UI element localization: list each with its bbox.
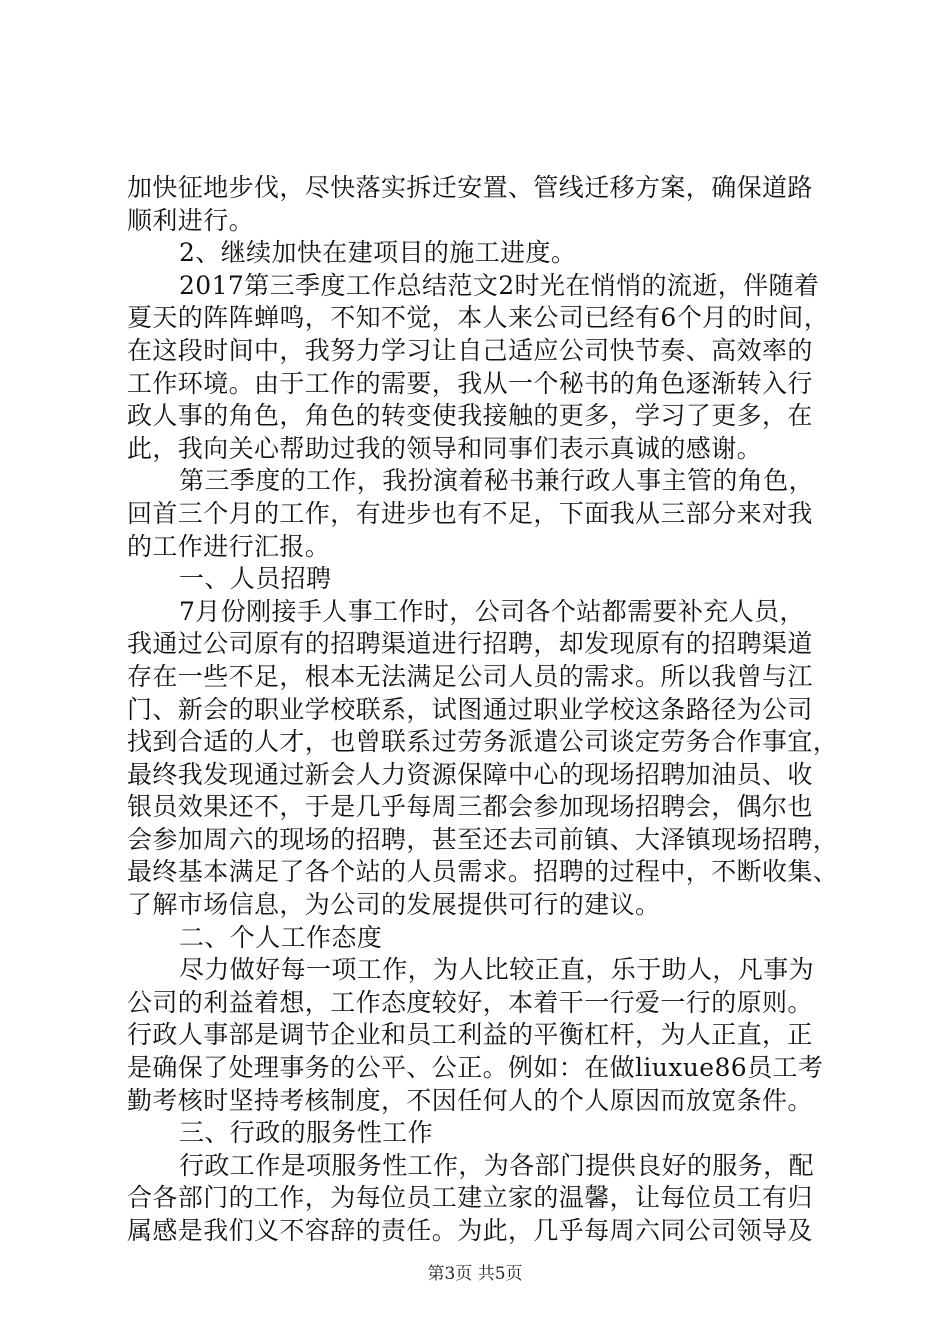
text-line: 最终我发现通过新会人力资源保障中心的现场招聘加油员、收: [127, 759, 813, 789]
text-line: 尽力做好每一项工作，为人比较正直，乐于助人，凡事为: [179, 955, 815, 985]
text-line: 回首三个月的工作，有进步也有不足，下面我从三部分来对我: [127, 498, 813, 528]
text-line: 了解市场信息，为公司的发展提供可行的建议。: [127, 890, 661, 920]
text-line: 第三季度的工作，我扮演着秘书兼行政人事主管的角色，: [179, 466, 815, 496]
text-line: 7月份刚接手人事工作时，公司各个站都需要补充人员，: [179, 596, 805, 626]
text-line: 工作环境。由于工作的需要，我从一个秘书的角色逐渐转入行: [127, 368, 813, 398]
text-line: 最终基本满足了各个站的人员需求。招聘的过程中，不断收集、: [127, 857, 839, 887]
text-line: 政人事的角色，角色的转变使我接触的更多，学习了更多，在: [127, 401, 813, 431]
text-line: 的工作进行汇报。: [127, 531, 331, 561]
text-line: 勤考核时坚持考核制度，不因任何人的个人原因而放宽条件。: [127, 1085, 813, 1115]
text-line: 顺利进行。: [127, 205, 255, 235]
text-line: 公司的利益着想，工作态度较好，本着干一行爱一行的原则。: [127, 987, 813, 1017]
text-line: 2、继续加快在建项目的施工进度。: [179, 238, 577, 268]
text-line: 是确保了处理事务的公平、公正。例如：在做liuxue86员工考: [127, 1053, 824, 1083]
text-line: 合各部门的工作，为每位员工建立家的温馨，让每位员工有归: [127, 1183, 813, 1213]
text-line: 2017第三季度工作总结范文2时光在悄悄的流逝，伴随着: [179, 270, 820, 300]
text-line: 行政人事部是调节企业和员工利益的平衡杠杆，为人正直，正: [127, 1020, 813, 1050]
document-body: [127, 172, 843, 1248]
text-line: 此，我向关心帮助过我的领导和同事们表示真诚的感谢。: [127, 433, 763, 463]
page-number-footer: 第3页 共5页: [427, 1264, 523, 1284]
text-line: 找到合适的人才，也曾联系过劳务派遣公司谈定劳务合作事宜，: [127, 727, 839, 757]
text-line: 会参加周六的现场的招聘，甚至还去司前镇、大泽镇现场招聘，: [127, 824, 839, 854]
text-line: 加快征地步伐，尽快落实拆迁安置、管线迁移方案，确保道路: [127, 173, 813, 202]
text-line: 属感是我们义不容辞的责任。为此，几乎每周六同公司领导及: [127, 1216, 813, 1245]
section-heading: 二、个人工作态度: [179, 922, 383, 952]
text-line: 银员效果还不，于是几乎每周三都会参加现场招聘会，偶尔也: [127, 792, 813, 822]
text-line: 存在一些不足，根本无法满足公司人员的需求。所以我曾与江: [127, 661, 813, 691]
text-line: 我通过公司原有的招聘渠道进行招聘，却发现原有的招聘渠道: [127, 629, 813, 659]
text-line: 夏天的阵阵蝉鸣，不知不觉，本人来公司已经有6个月的时间，: [127, 303, 830, 333]
text-line: 行政工作是项服务性工作，为各部门提供良好的服务，配: [179, 1150, 815, 1180]
section-heading: 一、人员招聘: [179, 564, 332, 594]
text-line: 在这段时间中，我努力学习让自己适应公司快节奏、高效率的: [127, 335, 813, 365]
section-heading: 三、行政的服务性工作: [179, 1118, 434, 1148]
text-line: 门、新会的职业学校联系，试图通过职业学校这条路径为公司: [127, 694, 813, 724]
